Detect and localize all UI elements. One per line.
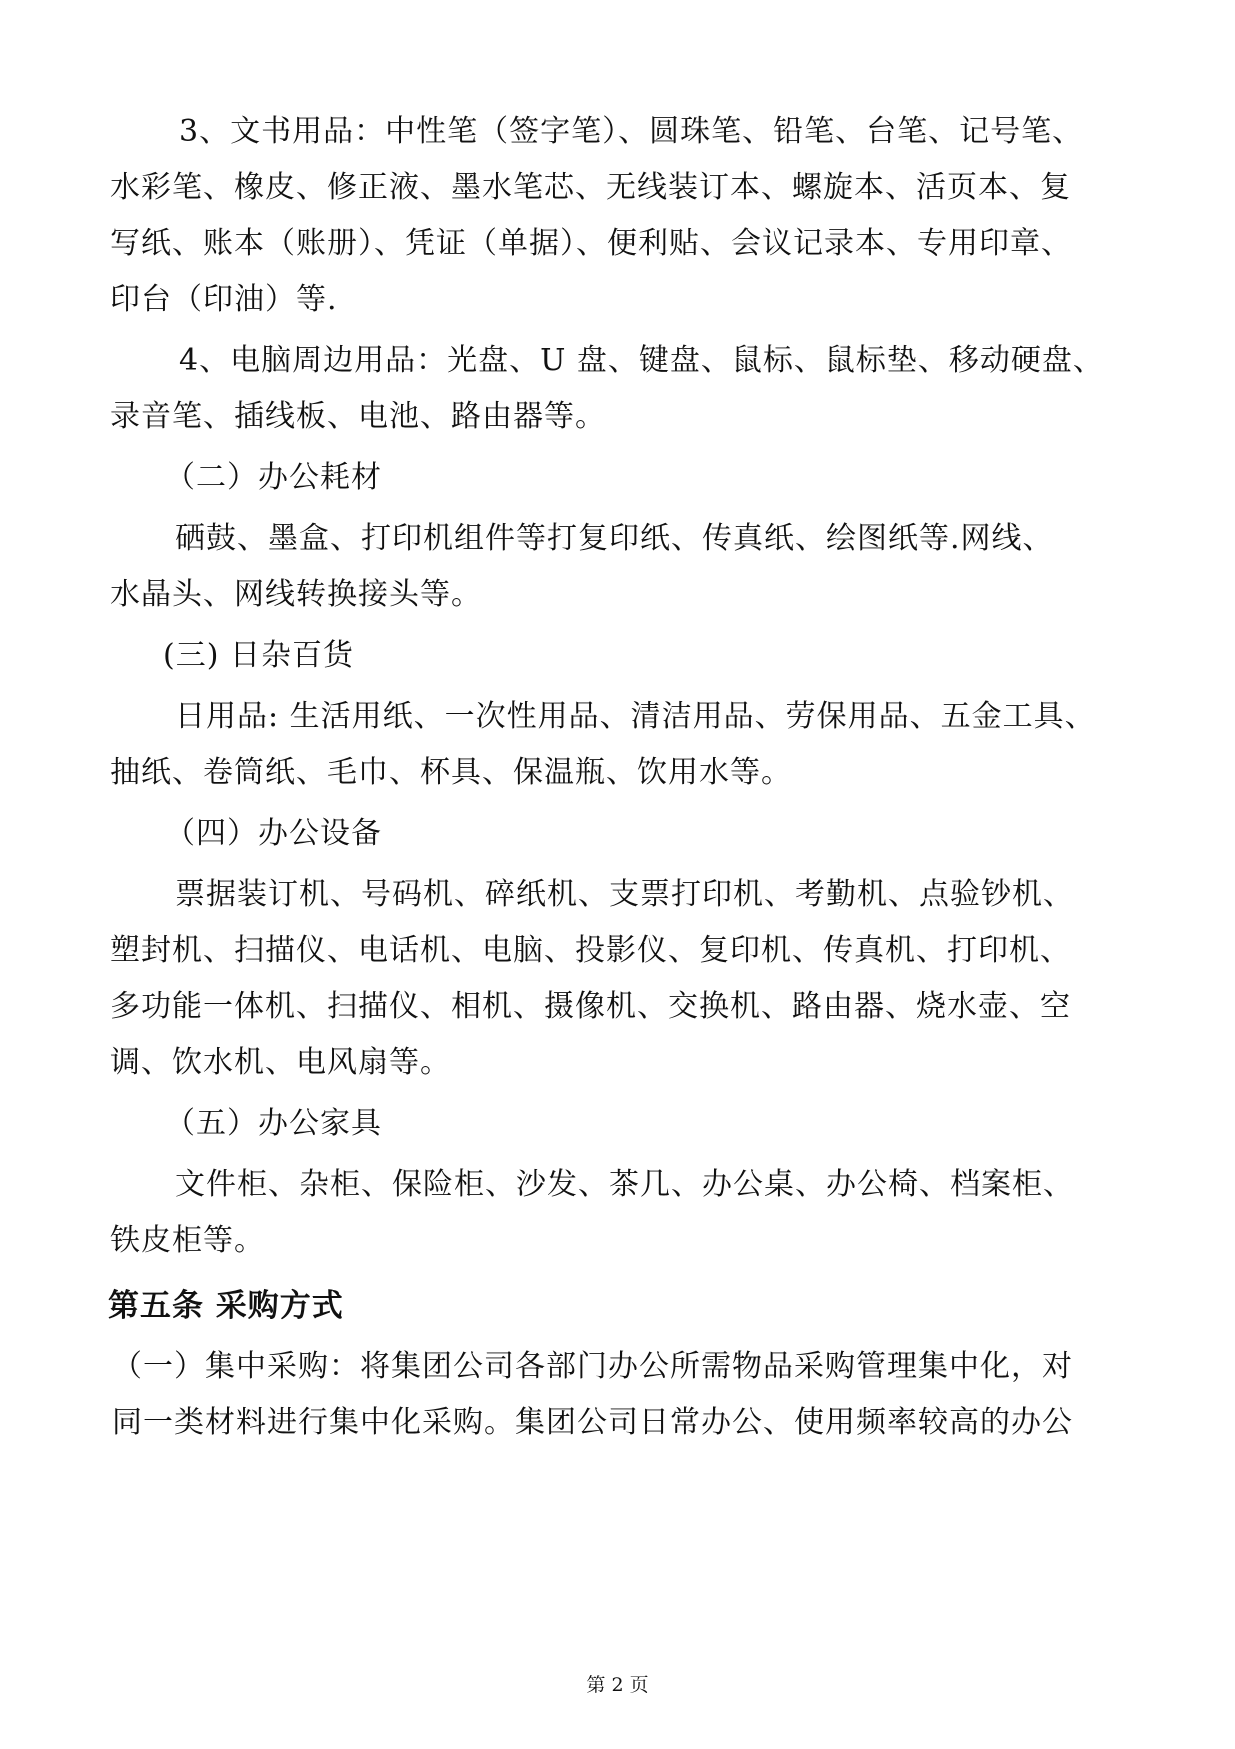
paragraph-line: 塑封机、扫描仪、电话机、电脑、投影仪、复印机、传真机、打印机、 xyxy=(110,933,1071,968)
paragraph-line: 日用品: 生活用纸、一次性用品、清洁用品、劳保用品、五金工具、 xyxy=(175,699,1096,734)
section-heading: 第五条 采购方式 xyxy=(108,1288,344,1324)
subsection-heading: （四）办公设备 xyxy=(165,816,382,851)
paragraph-line: 录音笔、插线板、电池、路由器等。 xyxy=(110,399,606,434)
paragraph-line: 硒鼓、墨盒、打印机组件等打复印纸、传真纸、绘图纸等.网线、 xyxy=(175,521,1054,556)
paragraph-line: 3、文书用品：中性笔（签字笔）、圆珠笔、铅笔、台笔、记号笔、 xyxy=(179,114,1084,149)
subsection-heading: （五）办公家具 xyxy=(165,1106,382,1141)
paragraph-line: 铁皮柜等。 xyxy=(110,1223,265,1258)
paragraph-line: 水彩笔、橡皮、修正液、墨水笔芯、无线装订本、螺旋本、活页本、复 xyxy=(110,170,1071,205)
paragraph-line: 抽纸、卷筒纸、毛巾、杯具、保温瓶、饮用水等。 xyxy=(110,755,792,790)
paragraph-line: 同一类材料进行集中化采购。集团公司日常办公、使用频率较高的办公 xyxy=(112,1405,1073,1440)
paragraph-line: 写纸、账本（账册）、凭证（单据）、便利贴、会议记录本、专用印章、 xyxy=(110,226,1072,261)
paragraph-line: （一）集中采购：将集团公司各部门办公所需物品采购管理集中化，对 xyxy=(112,1349,1073,1384)
paragraph-line: 票据装订机、号码机、碎纸机、支票打印机、考勤机、点验钞机、 xyxy=(175,877,1074,912)
paragraph-line: 调、饮水机、电风扇等。 xyxy=(110,1045,451,1080)
subsection-heading: (三) 日杂百货 xyxy=(163,638,354,673)
paragraph-line: 4、电脑周边用品：光盘、U 盘、键盘、鼠标、鼠标垫、移动硬盘、 xyxy=(179,343,1104,378)
page-footer: 第 2 页 xyxy=(586,1674,649,1696)
paragraph-line: 多功能一体机、扫描仪、相机、摄像机、交换机、路由器、烧水壶、空 xyxy=(110,989,1071,1024)
paragraph-line: 印台（印油）等. xyxy=(110,282,338,317)
paragraph-line: 文件柜、杂柜、保险柜、沙发、茶几、办公桌、办公椅、档案柜、 xyxy=(175,1167,1074,1202)
subsection-heading: （二）办公耗材 xyxy=(165,460,382,495)
paragraph-line: 水晶头、网线转换接头等。 xyxy=(110,577,482,612)
